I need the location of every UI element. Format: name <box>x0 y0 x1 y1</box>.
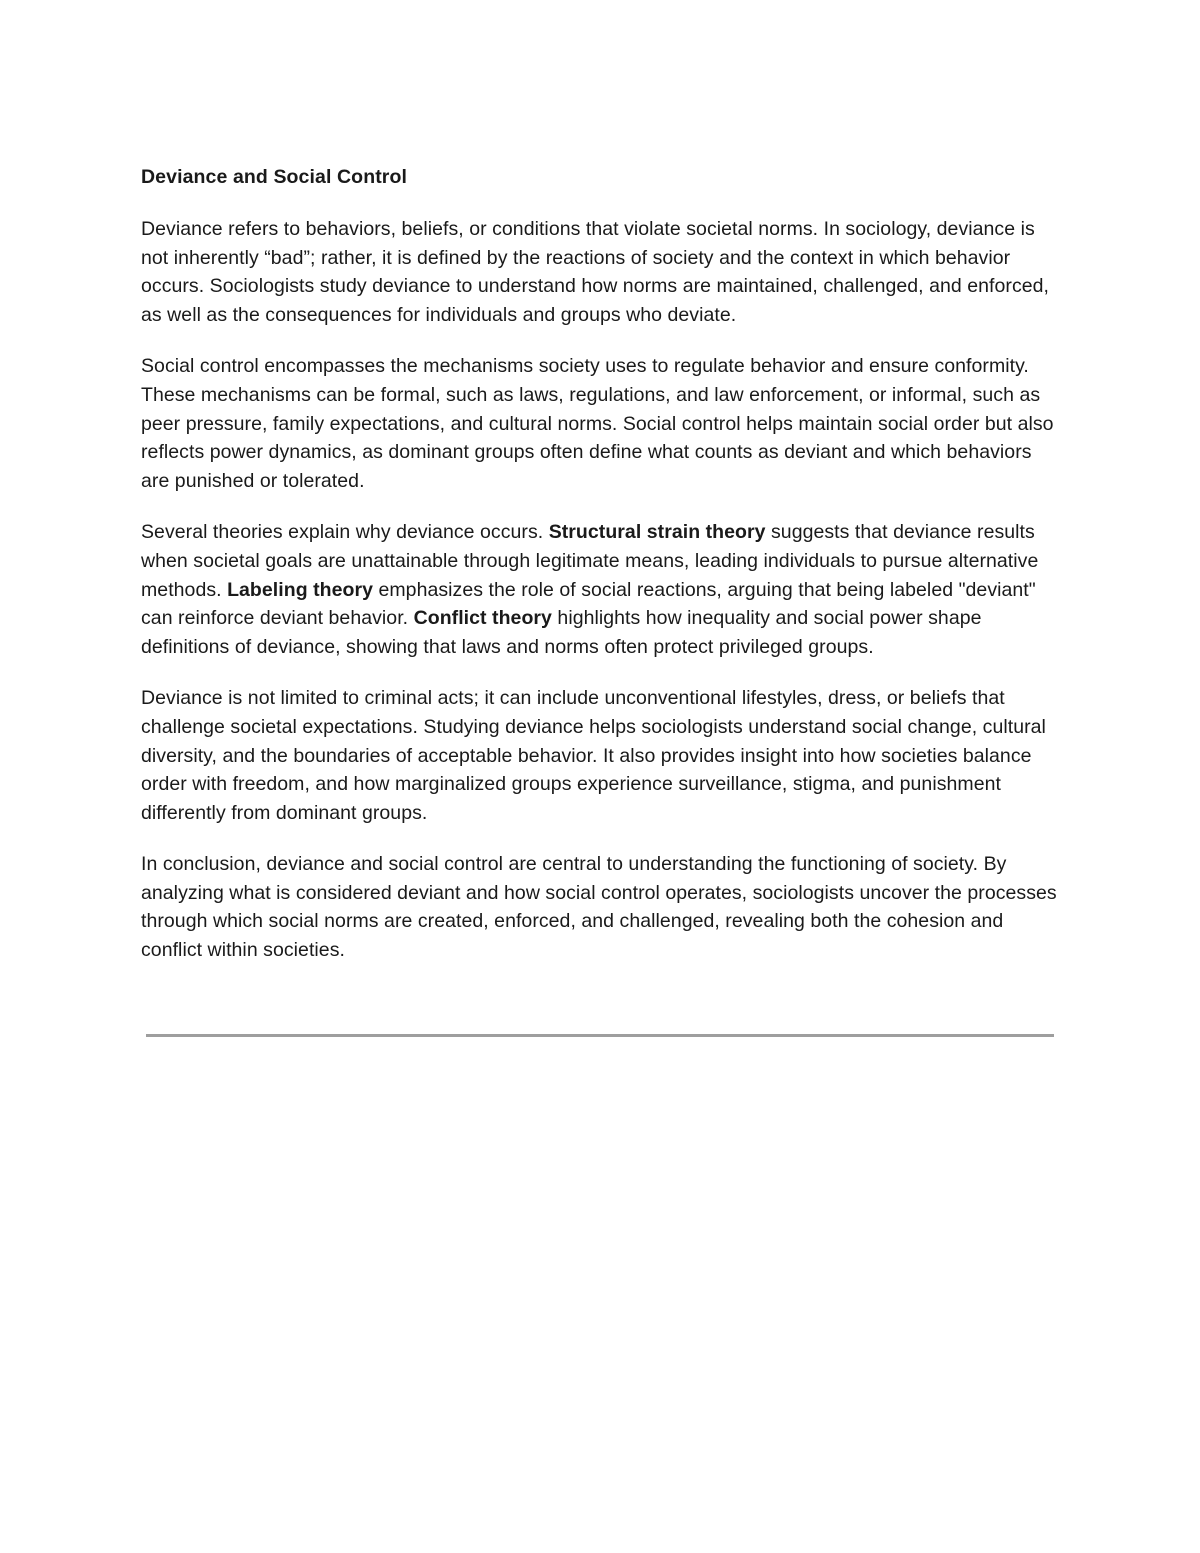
paragraph-deviance-definition <box>141 215 1063 329</box>
paragraph-text: Several theories explain why deviance occurs. <box>141 521 549 544</box>
paragraph-text: highlights how inequality and social power shape definitions of deviance, showing that laws and norms often protect privileged groups. <box>141 607 982 658</box>
paragraph-text: suggests that deviance results when societal goals are unattainable through legitimate means, leading individuals to pursue alternative methods. <box>141 521 1039 601</box>
term-labeling-theory: Labeling theory <box>227 578 374 601</box>
term-structural-strain-theory: Structural strain theory <box>548 521 766 544</box>
paragraph-text: emphasizes the role of social reactions, arguing that being labeled "deviant" can reinforce deviant behavior. <box>141 578 1036 630</box>
horizontal-rule <box>146 1034 1054 1037</box>
document-body <box>141 163 1063 988</box>
paragraph-text: Deviance is not limited to criminal acts; it can include unconventional lifestyles, dress, or beliefs that challenge societal expectations. Studying deviance helps sociologists understand social change, cultural diversity, and the boundaries of acceptable behavior. It also provides insight into how societies balance order with freedom, and how marginalized groups experience surveillance, stigma, and punishment differently from dominant groups. <box>141 687 1046 824</box>
paragraph-social-control <box>141 352 1063 495</box>
paragraph-deviance-scope <box>141 684 1063 827</box>
paragraph-conclusion <box>141 850 1063 964</box>
document-title: Deviance and Social Control <box>141 166 408 188</box>
term-conflict-theory: Conflict theory <box>413 607 552 630</box>
paragraph-text: Social control encompasses the mechanisms society uses to regulate behavior and ensure conformity. These mechanisms can be formal, such as laws, regulations, and law enforcement, or informal, such as peer pressure, family expectations, and cultural norms. Social control helps maintain social order but also reflects power dynamics, as dominant groups often define what counts as deviant and which behaviors are punished or tolerated. <box>141 355 1054 492</box>
paragraph-text: Deviance refers to behaviors, beliefs, or conditions that violate societal norms. In sociology, deviance is not inherently “bad”; rather, it is defined by the reactions of society and the context in which behavior occurs. Sociologists study deviance to understand how norms are maintained, challenged, and enforced, as well as the consequences for individuals and groups who deviate. <box>141 218 1049 326</box>
paragraph-text: In conclusion, deviance and social control are central to understanding the functioning of society. By analyzing what is considered deviant and how social control operates, sociologists uncover the processes through which social norms are created, enforced, and challenged, revealing both the cohesion and conflict within societies. <box>141 853 1057 962</box>
paragraph-theories <box>141 518 1063 661</box>
